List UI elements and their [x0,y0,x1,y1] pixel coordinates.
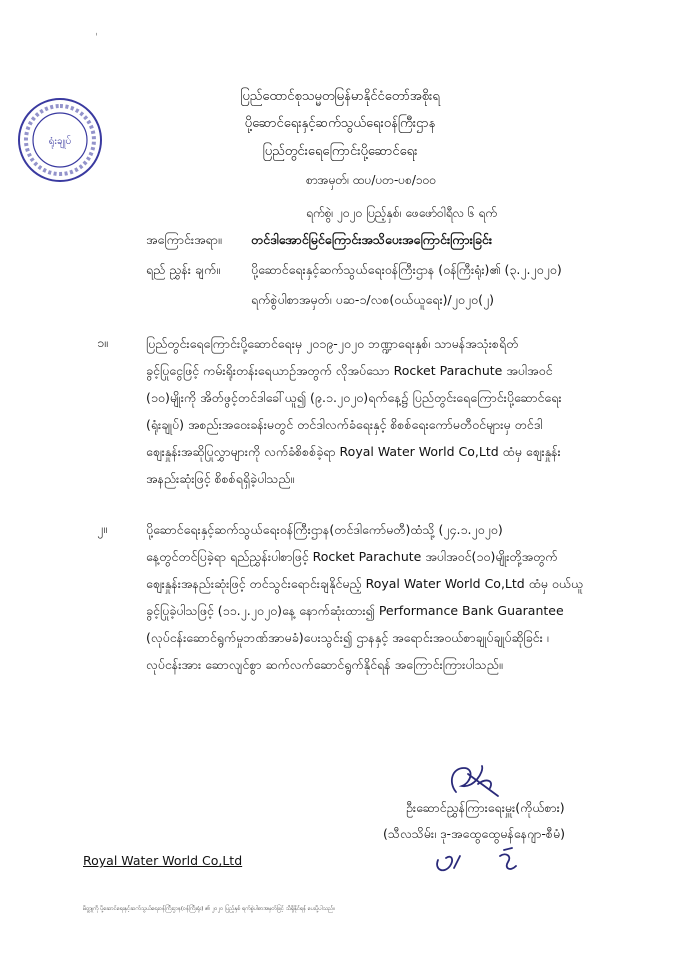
paragraph-2-number: ၂။ [97,521,107,536]
paragraph-2-line: လုပ်ငန်းအား ဆောလျင်စွာ ဆက်လက်ဆောင်ရွက်နိုင်ရန် အကြောင်းကြားပါသည်။ [146,657,503,672]
reference-line-1: ပို့ဆောင်ရေးနှင့်ဆက်သွယ်ရေးဝန်ကြီးဌာန (ဝန်ကြီးရုံး)၏ (၃.၂.၂၀၂၀) [251,262,562,277]
page-mark: ˌ [95,26,98,37]
paragraph-2-line: (လုပ်ငန်းဆောင်ရွက်မှုဘဏ်အာမခံ)ပေးသွင်း၍ ဌာနနှင့် အရောင်းအဝယ်စာချုပ်ချုပ်ဆိုခြင်း ၊ [146,630,549,645]
header-department: ပြည်တွင်းရေကြောင်းပို့ဆောင်ရေး [262,144,418,159]
subject-text: တင်ဒါအောင်မြင်ကြောင်းအသိပေးအကြောင်းကြားခြင်း [251,232,493,247]
official-seal-stamp [16,96,104,184]
header-ministry: ပို့ဆောင်ရေးနှင့်ဆက်သွယ်ရေးဝန်ကြီးဌာန [244,116,436,131]
reference-label: ရည် ညွှန်း ချက်။ [146,262,220,277]
paragraph-1 [146,330,616,492]
paragraph-1-line: ခွင့်ပြုငွေဖြင့် ကမ်းရိုးတန်းရေယာဉ်အတွက် လိုအပ်သော Rocket Parachute အပါအဝင် [146,363,553,378]
reference-line-2: ရက်စွဲပါစာအမှတ်၊ ပဆ-၁/လစ(ဝယ်ယူရေး)/၂၀၂၀(၂) [251,292,494,307]
paragraph-2-line: ဈေးနှုန်းအနည်းဆုံးဖြင့် တင်သွင်းရောင်းချနိုင်မည့် Royal Water World Co,Ltd ထံမှ ဝယ်ယူ [146,576,584,591]
paragraph-1-line: ဈေးနှုန်းအဆိုပြုလွှာများကို လက်ခံစိစစ်ခဲ့ရာ Royal Water World Co,Ltd ထံမှ ဈေးနှုန်း [146,444,561,459]
signatory-title: ဦးဆောင်ညွှန်ကြားရေးမှူး(ကိုယ်စား) [406,800,565,815]
paragraph-1-number: ၁။ [97,335,108,350]
letter-date: ရက်စွဲ၊ ၂၀၂၀ ပြည့်နှစ်၊ ဖေဖော်ဝါရီလ ၆ ရက် [306,206,497,220]
letter-number: စာအမှတ်၊ ထပ/ပတ-ပစ/၁၀၀ [306,173,437,187]
paragraph-2 [146,516,616,678]
paragraph-1-line: အနည်းဆုံးဖြင့် စိစစ်ရရှိခဲ့ပါသည်။ [146,471,295,486]
paragraph-1-line: (ရုံးချုပ်) အစည်းအဝေးခန်းမတွင် တင်ဒါလက်ခံရေးနှင့် စိစစ်ရေးကော်မတီဝင်များမှ တင်ဒါ [146,417,543,432]
paragraph-1-line: ပြည်တွင်းရေကြောင်းပို့ဆောင်ရေးမှ ၂၀၁၉-၂၀၂၀ ဘဏ္ဍာရေးနှစ်၊ သာမန်အသုံးစရိတ် [146,336,519,351]
recipient-company: Royal Water World Co,Ltd [83,853,243,868]
footnote: မိတ္တူကို ပို့ဆောင်ရေးနှင့်ဆက်သွယ်ရေးဝန်ကြီးဌာန(ဝန်ကြီးရုံး) ၏ ၂၀၂၀ ပြည့်နှစ် ရက်စွဲပါစာအမှတ်ဖြင့် သိရှိနိုင်ရန် ပေးပို့ပါသည်။ [83,906,335,912]
initials-marks [430,846,550,878]
paragraph-2-line: ခွင့်ပြုခဲ့ပါသဖြင့် (၁၁.၂.၂၀၂၀)နေ့ နောက်ဆုံးထား၍ Performance Bank Guarantee [146,603,564,618]
paragraph-2-line: နေ့တွင်တင်ပြခဲ့ရာ ရည်ညွှန်းပါစာဖြင့် Rocket Parachute အပါအဝင်(၁၀)မျိုးတို့အတွက် [146,549,558,564]
header-government: ပြည်ထောင်စုသမ္မတမြန်မာနိုင်ငံတော်အစိုးရ [240,89,440,104]
handwritten-signature [438,762,518,802]
subject-label: အကြောင်းအရာ။ [146,232,222,247]
paragraph-1-line: (၁၀)မျိုးကို အိတ်ဖွင့်တင်ဒါခေါ်ယူ၍ (၉.၁.၂၀၂၀)ရက်နေ့၌ ပြည်တွင်းရေကြောင်းပို့ဆောင်ရေး [146,390,562,405]
svg-text:ရုံးချုပ်: ရုံးချုပ် [48,136,72,147]
signatory-name: (သီလသိမ်း၊ ဒု-အထွေထွေမန်နေဂျာ-စီမံ) [383,826,565,841]
paragraph-2-line: ပို့ဆောင်ရေးနှင့်ဆက်သွယ်ရေးဝန်ကြီးဌာန(တင်ဒါကော်မတီ)ထံသို့ (၂၄.၁.၂၀၂၀) [146,522,503,537]
